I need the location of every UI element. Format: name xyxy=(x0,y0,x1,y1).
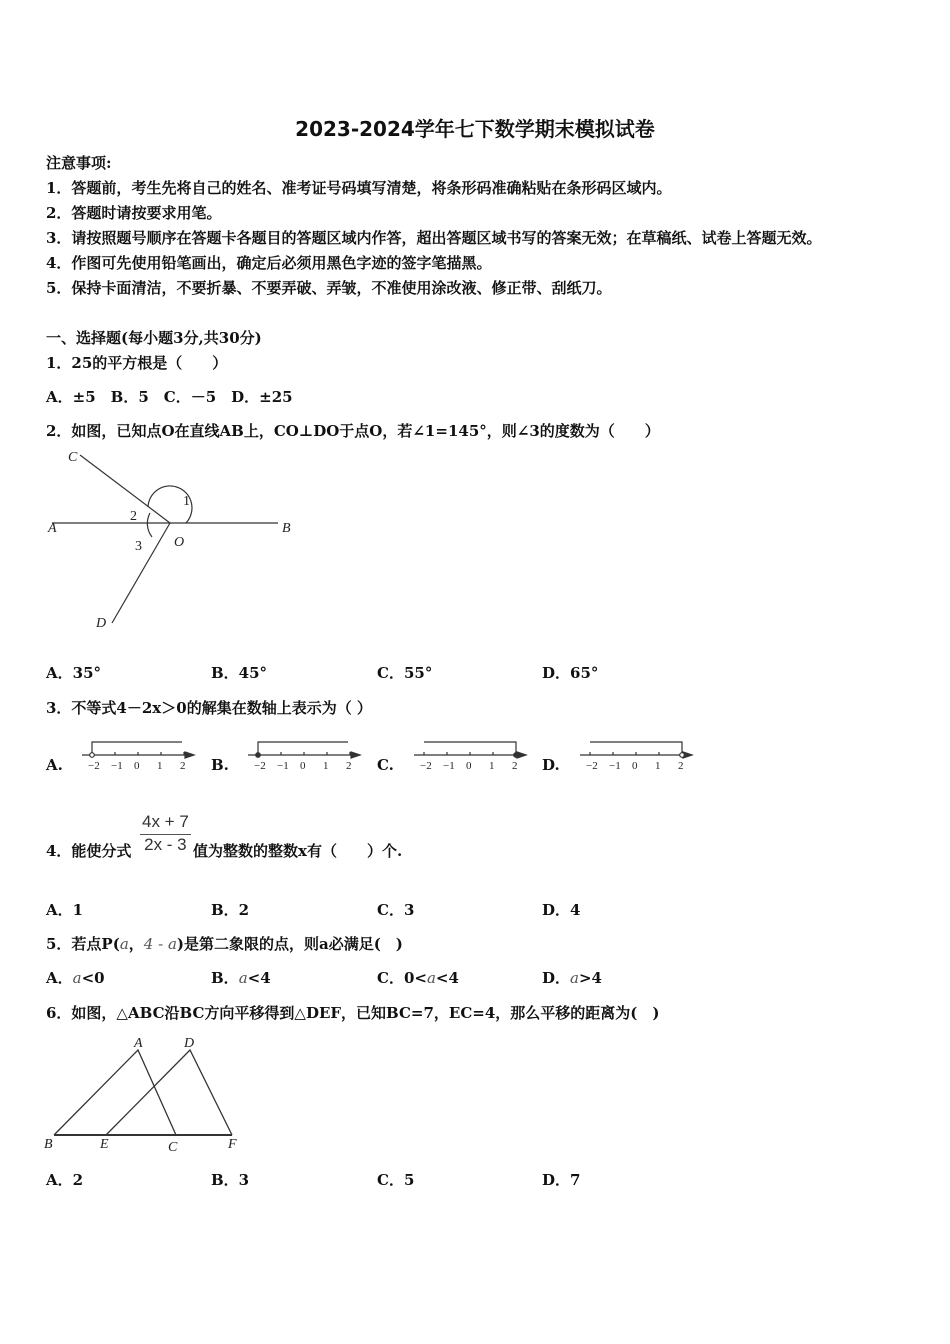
tick-label: −1 xyxy=(609,760,621,772)
q5-text: )是第二象限的点，则a必满足( ) xyxy=(176,935,403,953)
q5-var: a xyxy=(119,935,129,953)
tick-label: 2 xyxy=(512,760,518,772)
notice-item: 4．作图可先使用铅笔画出，确定后必须用黑色字迹的签字笔描黑。 xyxy=(46,254,492,272)
q5-option-b: B．a<4 xyxy=(211,969,271,987)
tick-label: 0 xyxy=(632,760,638,772)
notice-item: 1．答题前，考生先将自己的姓名、准考证号码填写清楚，将条形码准确粘贴在条形码区域内。 xyxy=(46,179,672,197)
label-e: E xyxy=(100,1137,109,1152)
question-1: 1．25的平方根是（ ） xyxy=(46,354,228,372)
q2-option-d: D．65° xyxy=(542,664,599,682)
notice-item: 3．请按照题号顺序在答题卡各题目的答题区域内作答，超出答题区域书写的答案无效；在草稿纸、试卷上答题无效。 xyxy=(46,229,822,247)
number-line xyxy=(82,738,202,774)
tick-label: −1 xyxy=(111,760,123,772)
tick-label: −2 xyxy=(586,760,598,772)
label-o: O xyxy=(174,535,185,550)
tick-label: 1 xyxy=(323,760,329,772)
tick-label: 1 xyxy=(489,760,495,772)
notice-item: 5．保持卡面清洁，不要折暴、不要弄破、弄皱，不准使用涂改液、修正带、刮纸刀。 xyxy=(46,279,612,297)
q4-option-d: D．4 xyxy=(542,901,581,919)
tick-label: 2 xyxy=(346,760,352,772)
triangle-figure xyxy=(40,1030,250,1155)
label-angle-2: 2 xyxy=(130,509,137,524)
q5-option-d: D．a>4 xyxy=(542,969,602,987)
question-1-options: A．±5 B．5 C．－5 D．±25 xyxy=(46,388,293,406)
label-d: D xyxy=(184,1036,195,1051)
q2-option-a: A．35° xyxy=(46,664,102,682)
label-a: A xyxy=(48,521,57,536)
q5-text: 5．若点P( xyxy=(46,935,120,953)
q6-option-c: C．5 xyxy=(377,1171,415,1189)
question-6: 6．如图，△ABC沿BC方向平移得到△DEF，已知BC=7，EC=4，那么平移的距离为( ) xyxy=(46,1004,660,1022)
label-d: D xyxy=(96,616,107,631)
tick-label: −1 xyxy=(443,760,455,772)
q5-option-c: C．0<a<4 xyxy=(377,969,459,987)
fraction xyxy=(140,812,191,855)
label-angle-1: 1 xyxy=(183,494,190,509)
label-b: B xyxy=(44,1137,53,1152)
fraction-numerator: 4x + 7 xyxy=(140,812,191,835)
q6-option-a: A．2 xyxy=(46,1171,84,1189)
q5-expr: 4 - a xyxy=(143,935,177,953)
q5-text: ， xyxy=(128,935,144,953)
label-f: F xyxy=(228,1137,237,1152)
q5-option-a: A．a<0 xyxy=(46,969,105,987)
label-b: B xyxy=(282,521,291,536)
q3-option-label: B. xyxy=(211,756,229,774)
label-c: C xyxy=(68,450,78,465)
q2-option-b: B．45° xyxy=(211,664,268,682)
label-a: A xyxy=(134,1036,143,1051)
question-2: 2．如图，已知点O在直线AB上，CO⊥DO于点O，若∠1=145°，则∠3的度数为（ ） xyxy=(46,422,660,440)
tick-label: 0 xyxy=(300,760,306,772)
angle-figure xyxy=(40,445,310,635)
q3-option-label: C. xyxy=(377,756,394,774)
q6-option-b: B．3 xyxy=(211,1171,250,1189)
tick-label: 0 xyxy=(466,760,472,772)
q4-option-c: C．3 xyxy=(377,901,415,919)
fraction-denominator: 2x - 3 xyxy=(144,835,187,854)
section-heading: 一、选择题(每小题3分,共30分) xyxy=(46,329,262,347)
tick-label: −2 xyxy=(88,760,100,772)
label-angle-3: 3 xyxy=(135,539,142,554)
question-3: 3．不等式4－2x＞0的解集在数轴上表示为（ ） xyxy=(46,699,372,717)
question-5 xyxy=(46,933,403,954)
q2-option-c: C．55° xyxy=(377,664,433,682)
tick-label: −2 xyxy=(254,760,266,772)
q4-option-b: B．2 xyxy=(211,901,250,919)
tick-label: 2 xyxy=(180,760,186,772)
notice-item: 2．答题时请按要求用笔。 xyxy=(46,204,222,222)
question-4-suffix: 值为整数的整数x有（ ）个. xyxy=(193,842,403,860)
number-line xyxy=(580,738,700,774)
question-4-prefix: 4．能使分式 xyxy=(46,842,132,860)
tick-label: 0 xyxy=(134,760,140,772)
tick-label: 2 xyxy=(678,760,684,772)
q3-option-label: A. xyxy=(46,756,63,774)
number-line xyxy=(414,738,534,774)
tick-label: −2 xyxy=(420,760,432,772)
tick-label: −1 xyxy=(277,760,289,772)
label-c: C xyxy=(168,1140,178,1155)
q4-option-a: A．1 xyxy=(46,901,84,919)
tick-label: 1 xyxy=(655,760,661,772)
page-title: 2023-2024学年七下数学期末模拟试卷 xyxy=(295,117,655,141)
tick-label: 1 xyxy=(157,760,163,772)
q3-option-label: D. xyxy=(542,756,560,774)
number-line xyxy=(248,738,368,774)
q6-option-d: D．7 xyxy=(542,1171,581,1189)
notice-heading: 注意事项: xyxy=(46,154,112,172)
